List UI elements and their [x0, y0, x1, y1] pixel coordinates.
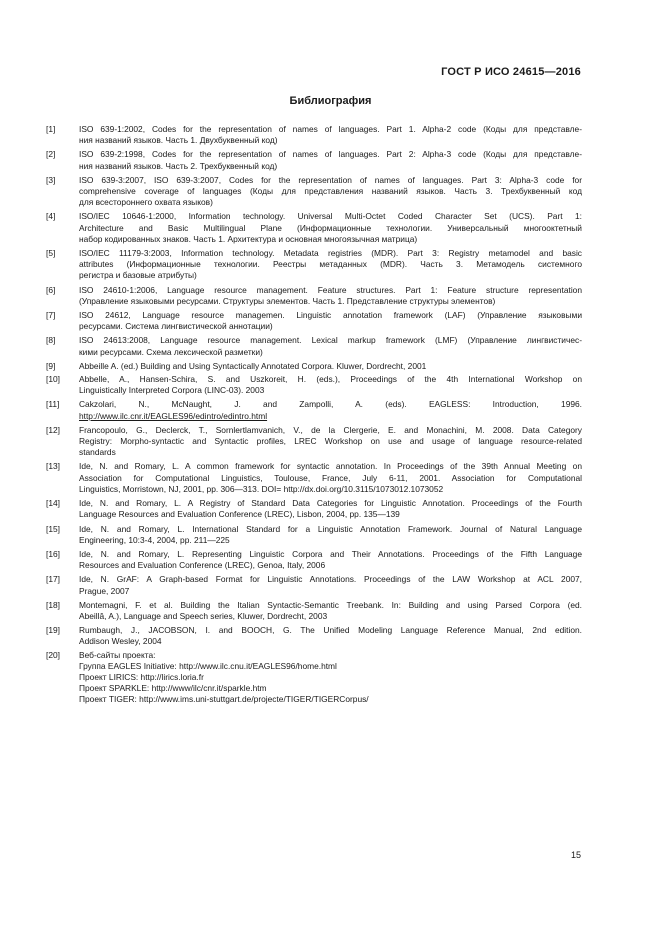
reference-item [46, 600, 582, 622]
reference-text [79, 361, 582, 372]
reference-text [79, 124, 582, 146]
reference-number: [19] [46, 625, 60, 636]
reference-line: ISO 24610-1:2006, Language resource management. Feature structures. Part 1: Feature structure representation [79, 284, 582, 295]
reference-line: кими ресурсами. Схема лексической разметки) [79, 346, 263, 357]
reference-text [79, 650, 582, 706]
page-title: Библиография [289, 95, 372, 107]
reference-line: Francopoulo, G., Declerck, T., Sornlertlamvanich, V., de la Clergerie, E. and Monachini, M. 2008. Data Category [79, 424, 582, 435]
reference-text [79, 175, 582, 209]
reference-line: Rumbaugh, J., JACOBSON, I. and BOOCH, G. The Unified Modeling Language Reference Manual, 2nd edition. [79, 625, 582, 636]
reference-number: [8] [46, 335, 56, 346]
reference-line: Linguistically Interpreted Corpora (LINC-03). 2003 [79, 385, 265, 396]
reference-item [46, 335, 582, 357]
reference-line: Ide, N. and Romary, L. A common framework for syntactic annotation. In Proceedings of the 39th Annual Meeting on [79, 461, 582, 472]
reference-line: ISO/IEC 10646-1:2000, Information technology. Universal Multi-Octet Coded Character Set (UCS). Part 1: [79, 211, 582, 222]
reference-number: [1] [46, 124, 56, 134]
reference-line: для всестороннего охвата языков) [79, 197, 213, 208]
page-number: 15 [570, 850, 581, 860]
reference-number: [18] [46, 599, 60, 610]
reference-number: [4] [46, 211, 56, 222]
standard-header: ГОСТ Р ИСО 24615—2016 [441, 66, 581, 78]
reference-item [46, 310, 582, 332]
reference-item [46, 374, 582, 396]
reference-line: Ide, N. and Romary, L. International Standard for a Linguistic Annotation Framework. Journal of Natural Language [79, 523, 582, 534]
reference-text [79, 374, 582, 396]
reference-line: Montemagni, F. et al. Building the Italian Syntactic-Semantic Treebank. In: Building and using Parsed Corpora (ed. [79, 599, 582, 610]
reference-text [79, 600, 582, 622]
reference-text [79, 574, 582, 596]
reference-line: attributes (Информационные технологии. Реестры метаданных (MDR). Часть 3. Метамодель системного [79, 259, 582, 270]
reference-number: [15] [46, 523, 60, 534]
reference-line: Abbelle, A., Hansen-Schira, S. and Uszkoreit, H. (eds.), Proceedings of the 4th International Workshop on [79, 374, 582, 385]
reference-line: Веб-сайты проекта: [79, 649, 156, 660]
reference-link-line[interactable]: http://www.ilc.cnr.it/EAGLES96/edintro/edintro.html [79, 410, 268, 421]
reference-line: Architecture and Basic Multilingual Plane (Информационные технологии. Универсальный многооктетный [79, 222, 582, 233]
reference-item [46, 361, 582, 372]
reference-line: ISO 639-3:2007, ISO 639-3:2007, Codes for the representation of names of languages. Part 3: Alpha-3 code for [79, 174, 582, 185]
reference-line: ISO/IEC 11179-3:2003, Information technology. Metadata registries (MDR). Part 3: Registry metamodel and basic [79, 248, 582, 259]
reference-line: Ide, N. and Romary, L. A Registry of Standard Data Categories for Linguistic Annotation. Proceedings of the Fourth [79, 498, 582, 509]
reference-number: [20] [46, 649, 60, 660]
reference-item [46, 625, 582, 647]
reference-number: [6] [46, 284, 56, 295]
reference-text [79, 498, 582, 520]
reference-line: (Управление языковыми ресурсами. Структуры элементов. Часть 1. Представление структуры элементов) [79, 295, 496, 306]
reference-line: ния названий языков. Часть 1. Двухбуквенный код) [79, 135, 278, 146]
reference-number: [12] [46, 424, 60, 435]
reference-number: [16] [46, 548, 60, 559]
reference-line: Ide, N. GrAF: A Graph-based Format for Linguistic Annotations. Proceedings of the LAW Workshop at ACL 2007, [79, 574, 582, 585]
reference-line: ISO 639-2:1998, Codes for the representation of names of languages. Part 2: Alpha-3 code (Коды для представле- [79, 149, 582, 160]
reference-item [46, 124, 582, 146]
reference-item [46, 211, 582, 245]
reference-text [79, 461, 582, 495]
reference-line: comprehensive coverage of languages (Коды для представления названий языков. Часть 3. Трехбуквенный код [79, 186, 582, 197]
reference-line: ресурсами. Система лингвистической аннотации) [79, 321, 273, 332]
reference-line: Cakzolari, N., McNaught, J. and Zampolli, A. (eds). EAGLESS: Introduction, 1996. [79, 399, 582, 410]
reference-item [46, 425, 582, 459]
reference-item [46, 574, 582, 596]
reference-number: [7] [46, 310, 56, 321]
reference-line: Abbeille A. (ed.) Building and Using Syntactically Annotated Corpora. Kluwer, Dordrecht, 2001 [79, 360, 427, 371]
reference-line: Проект TIGER: http://www.ims.uni-stuttgart.de/projecte/TIGER/TIGERCorpus/ [79, 694, 369, 705]
reference-link-line[interactable]: Linguistics, Morristown, NJ, 2001, pp. 306—313. DOI= http://dx.doi.org/10.3115/1073012.1073052 [79, 483, 444, 494]
reference-number: [13] [46, 461, 60, 472]
reference-text [79, 625, 582, 647]
reference-item [46, 175, 582, 209]
reference-line: Проект SPARKLE: http://www/ilc/cnr.it/sparkle.htm [79, 683, 267, 694]
reference-line: Addison Wesley, 2004 [79, 636, 162, 647]
reference-line: Registry: Morpho-syntactic and Syntactic profiles, LREC Workshop on use and usage of language resource-related [79, 436, 582, 447]
reference-line: регистра и базовые атрибуты) [79, 270, 197, 281]
reference-text [79, 149, 582, 171]
reference-line: Abeillâ, A.), Language and Speech series, Kluwer, Dordrecht, 2003 [79, 610, 328, 621]
reference-item [46, 524, 582, 546]
reference-text [79, 285, 582, 307]
bibliography-list [46, 124, 582, 706]
reference-text [79, 549, 582, 571]
reference-line: ISO 639-1:2002, Codes for the representation of names of languages. Part 1. Alpha-2 code (Коды для представле- [79, 124, 582, 134]
reference-line: Ide, N. and Romary, L. Representing Linguistic Corpora and Their Annotations. Proceedings of the Fifth Language [79, 548, 582, 559]
reference-item [46, 461, 582, 495]
reference-number: [9] [46, 360, 56, 371]
reference-line: Engineering, 10:3-4, 2004, pp. 211—225 [79, 534, 230, 545]
reference-item [46, 248, 582, 282]
reference-line: standards [79, 447, 116, 458]
reference-line: Группа EAGLES Initiative: http://www.ilc.cnu.it/EAGLES96/home.html [79, 660, 337, 671]
reference-line: Проект LIRICS: http://lirics.loria.fr [79, 671, 204, 682]
reference-number: [5] [46, 248, 56, 259]
reference-number: [2] [46, 149, 56, 160]
reference-number: [3] [46, 174, 56, 185]
reference-item [46, 149, 582, 171]
reference-item [46, 549, 582, 571]
reference-text [79, 248, 582, 282]
reference-text [79, 211, 582, 245]
reference-line: ния названий языков. Часть 2. Трехбуквенный код) [79, 160, 278, 171]
reference-number: [11] [46, 399, 60, 410]
reference-text [79, 425, 582, 459]
reference-line: Resources and Evaluation Conference (LREC), Genoa, Italy, 2006 [79, 560, 326, 571]
reference-line: Prague, 2007 [79, 585, 130, 596]
reference-item [46, 285, 582, 307]
reference-line: Language Resources and Evaluation Conference (LREC), Lisbon, 2004, pp. 135—139 [79, 509, 400, 520]
reference-text [79, 335, 582, 357]
reference-item [46, 399, 582, 421]
reference-item [46, 650, 582, 706]
reference-line: Association for Computational Linguistics, Toulouse, France, July 6-11, 2001. Association for Computational [79, 472, 582, 483]
reference-item [46, 498, 582, 520]
reference-line: ISO 24612, Language resource managemen. Linguistic annotation framework (LAF) (Управление языковыми [79, 310, 582, 321]
reference-number: [10] [46, 374, 60, 385]
reference-text [79, 524, 582, 546]
reference-number: [17] [46, 574, 60, 585]
reference-text [79, 399, 582, 421]
reference-line: набор кодированных знаков. Часть 1. Архитектура и основная многоязычная матрица) [79, 233, 418, 244]
reference-line: ISO 24613:2008, Language resource management. Lexical markup framework (LMF) (Управление лингвистичес- [79, 335, 582, 346]
reference-text [79, 310, 582, 332]
reference-number: [14] [46, 498, 60, 509]
